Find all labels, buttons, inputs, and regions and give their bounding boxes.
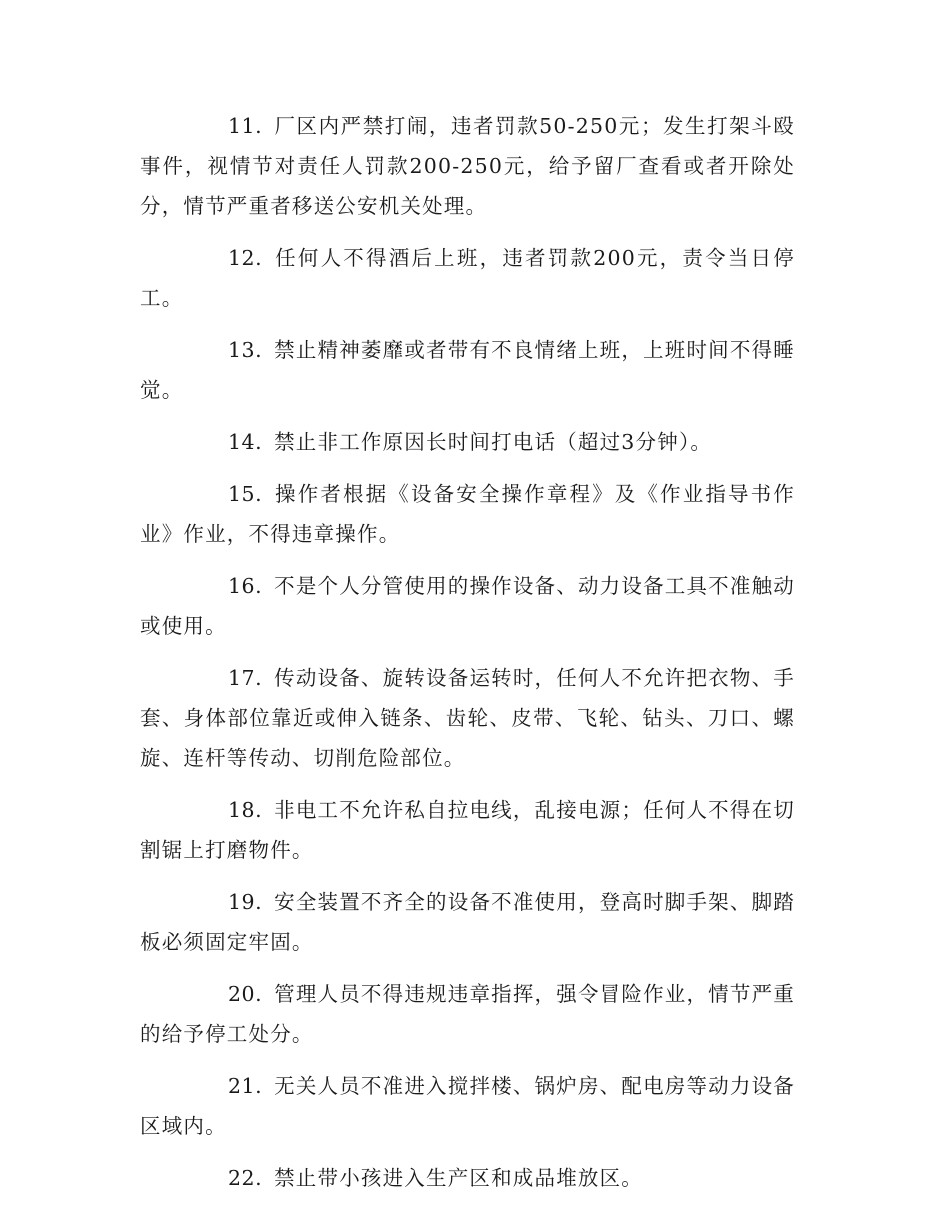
rule-12 (140, 238, 795, 318)
rule-19 (140, 882, 795, 962)
rule-21 (140, 1066, 795, 1146)
rule-text: 禁止非工作原因长时间打电话（超过3分钟）。 (274, 430, 713, 454)
rule-18 (140, 790, 795, 870)
rule-text: 任何人不得酒后上班，违者罚款200元，责令当日停工。 (140, 246, 795, 310)
rule-number: 18. (228, 798, 263, 822)
rule-13 (140, 330, 795, 410)
rule-16 (140, 566, 795, 646)
rule-number: 12. (228, 246, 263, 270)
rule-text: 安全装置不齐全的设备不准使用，登高时脚手架、脚踏板必须固定牢固。 (140, 890, 795, 954)
rule-text: 厂区内严禁打闹，违者罚款50-250元；发生打架斗殴事件，视情节对责任人罚款200-250元，给予留厂查看或者开除处分，情节严重者移送公安机关处理。 (140, 114, 795, 218)
rule-number: 11. (228, 114, 263, 138)
rule-number: 14. (228, 430, 263, 454)
rule-text: 无关人员不准进入搅拌楼、锅炉房、配电房等动力设备区域内。 (140, 1074, 795, 1138)
rule-number: 21. (228, 1074, 263, 1098)
rules-list (140, 106, 795, 1210)
rule-text: 不是个人分管使用的操作设备、动力设备工具不准触动或使用。 (140, 574, 795, 638)
rule-text: 管理人员不得违规违章指挥，强令冒险作业，情节严重的给予停工处分。 (140, 982, 795, 1046)
rule-number: 15. (228, 482, 263, 506)
rule-14 (140, 422, 795, 462)
rule-text: 禁止带小孩进入生产区和成品堆放区。 (274, 1166, 644, 1190)
rule-11 (140, 106, 795, 226)
rule-text: 操作者根据《设备安全操作章程》及《作业指导书作业》作业，不得违章操作。 (140, 482, 795, 546)
rule-22 (140, 1158, 795, 1198)
rule-number: 22. (228, 1166, 263, 1190)
rule-number: 13. (228, 338, 263, 362)
rule-number: 16. (228, 574, 263, 598)
rule-number: 17. (228, 666, 263, 690)
rule-15 (140, 474, 795, 554)
rule-20 (140, 974, 795, 1054)
rule-text: 非电工不允许私自拉电线，乱接电源；任何人不得在切割锯上打磨物件。 (140, 798, 795, 862)
rule-number: 20. (228, 982, 263, 1006)
rule-number: 19. (228, 890, 263, 914)
rule-text: 传动设备、旋转设备运转时，任何人不允许把衣物、手套、身体部位靠近或伸入链条、齿轮、皮带、飞轮、钻头、刀口、螺旋、连杆等传动、切削危险部位。 (140, 666, 795, 770)
rule-text: 禁止精神萎靡或者带有不良情绪上班，上班时间不得睡觉。 (140, 338, 795, 402)
rule-17 (140, 658, 795, 778)
